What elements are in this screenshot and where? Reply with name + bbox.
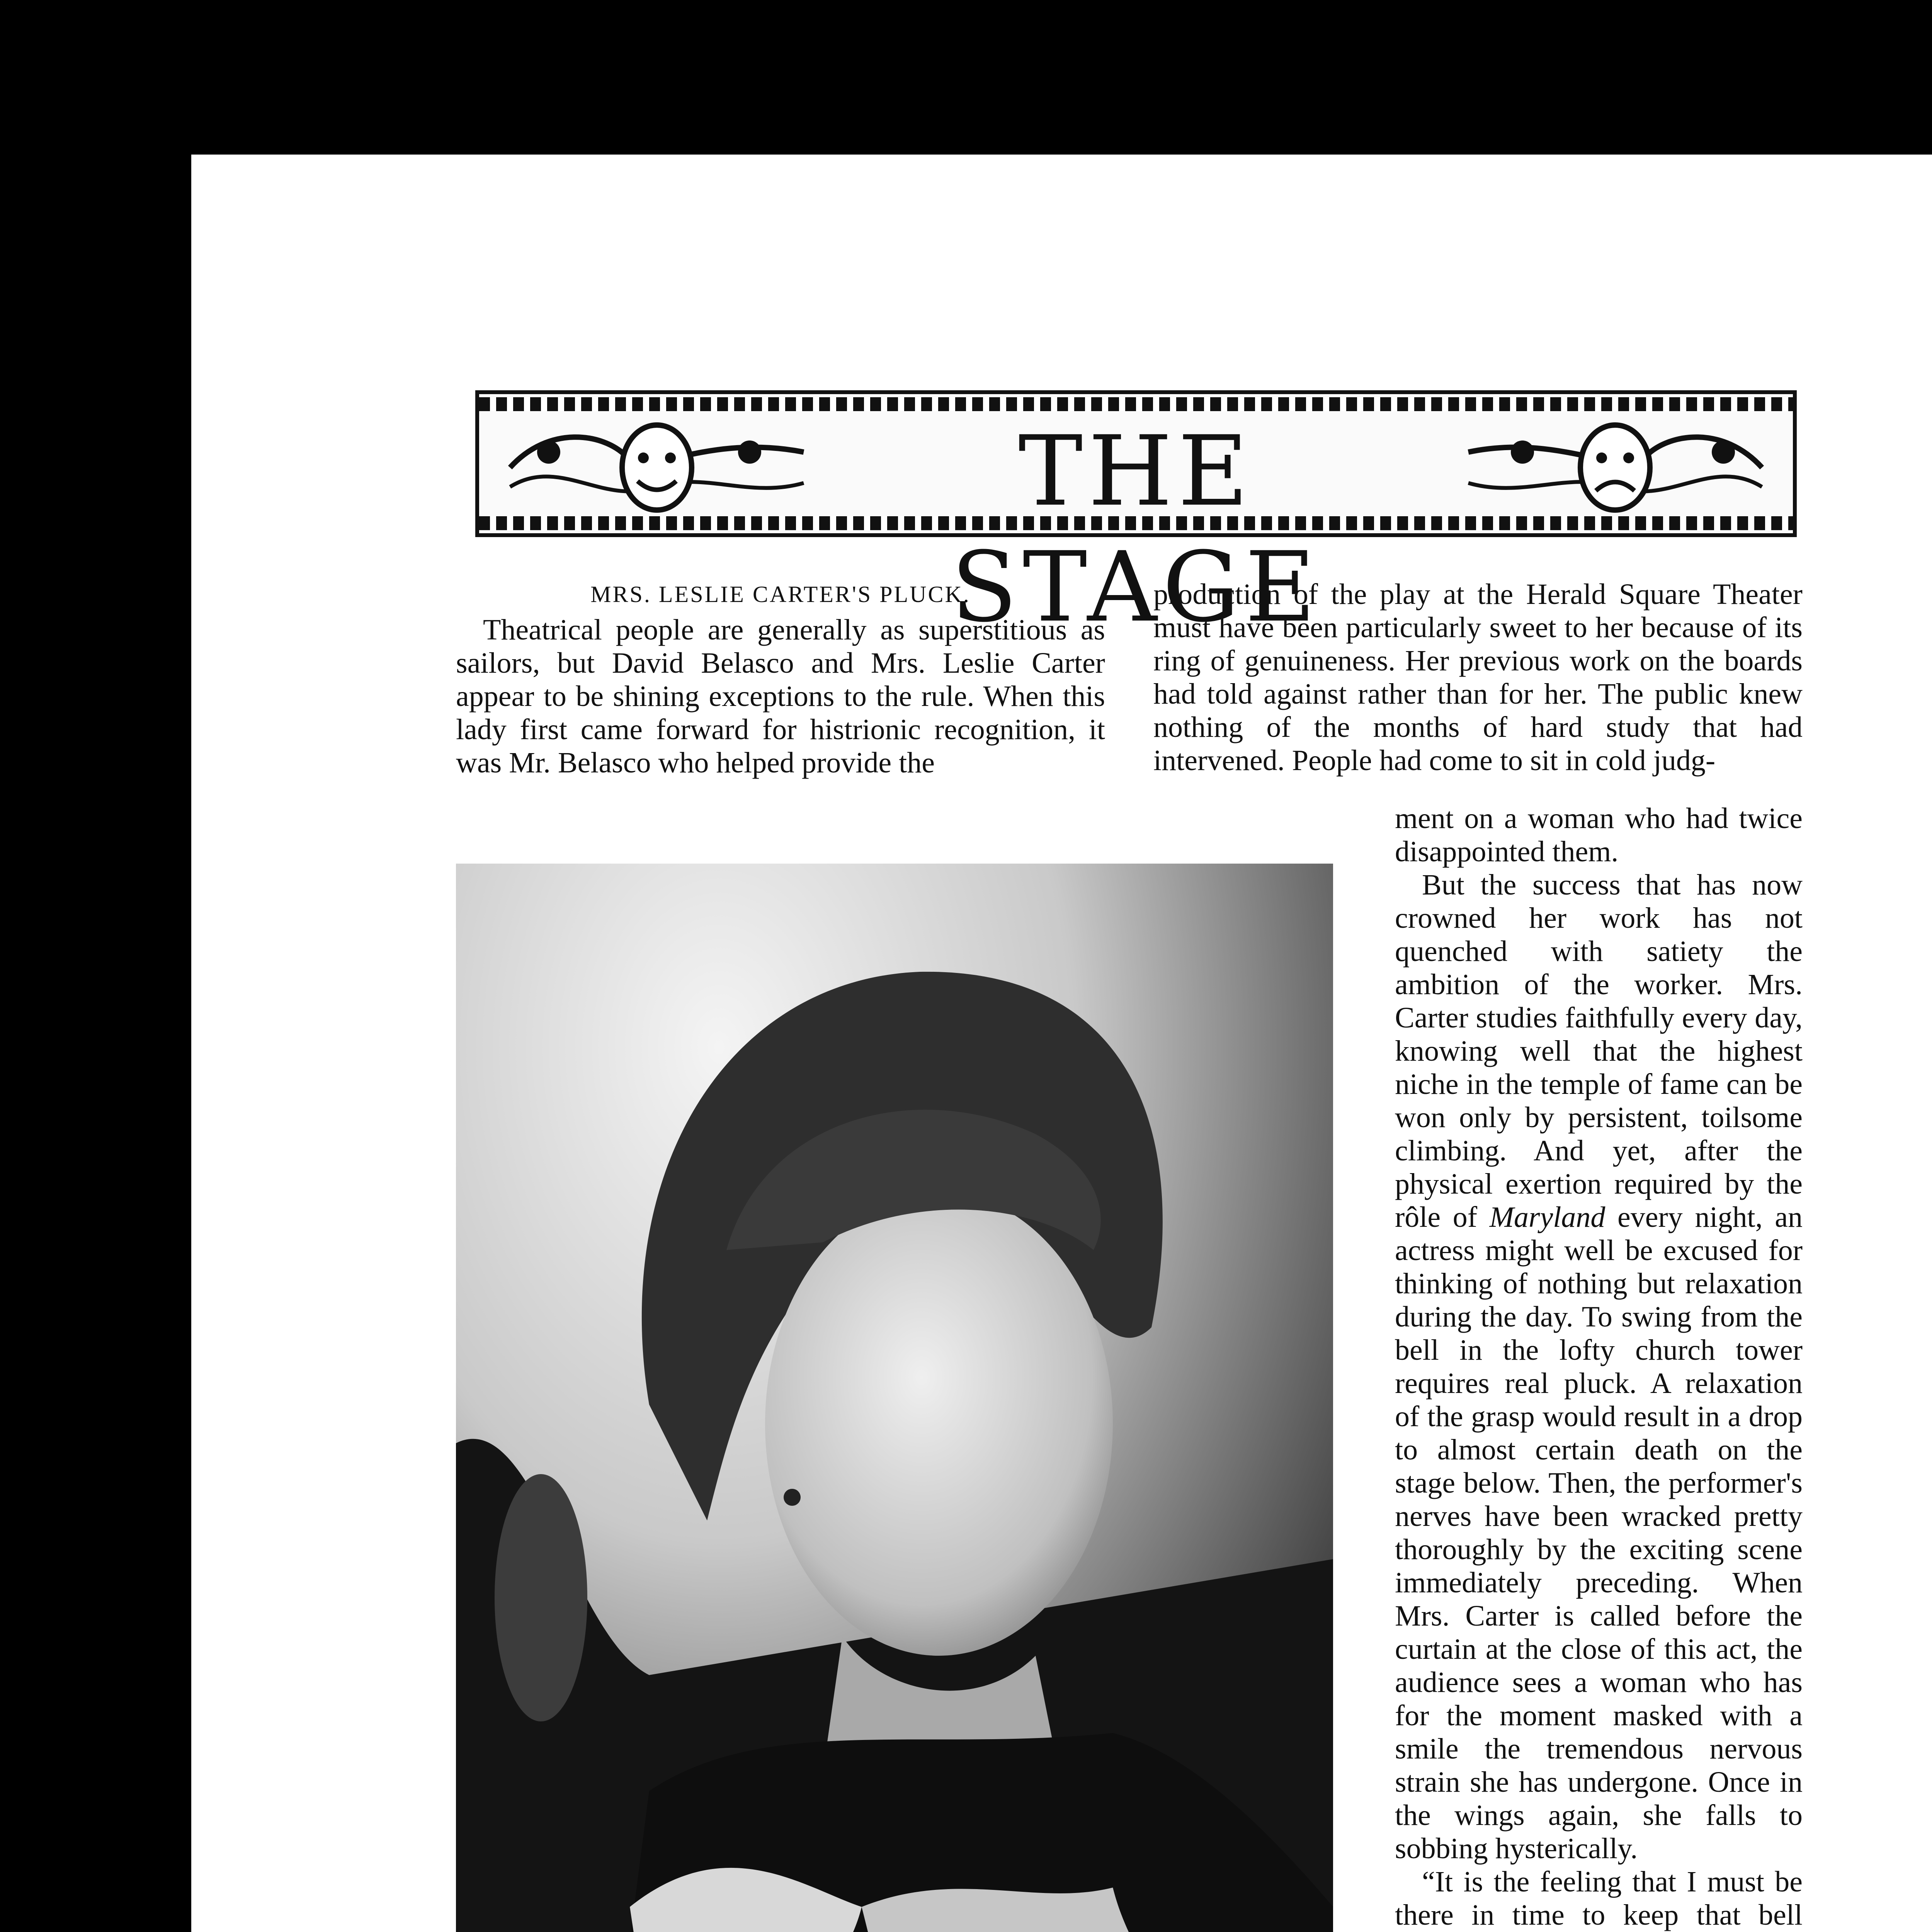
portrait-illustration xyxy=(456,864,1333,1932)
article-1-column-2-top xyxy=(1153,578,1803,777)
role-name: Maryland xyxy=(1489,1201,1605,1233)
portrait-photo xyxy=(456,864,1333,1932)
article-1-column-2-narrow xyxy=(1395,802,1803,1932)
tragedy-mask-icon xyxy=(1461,410,1770,522)
article-1-paragraph: production of the play at the Herald Square Theater must have been particularly sweet to her because of its ring of genuineness. Her previous work on the boards had told against rather than for her. The public knew nothing of the months of hard study that had intervened. People had come to sit in cold judg- xyxy=(1153,578,1803,777)
comedy-mask-icon xyxy=(502,410,811,522)
article-1-heading: MRS. LESLIE CARTER'S PLUCK. xyxy=(590,582,971,607)
banner-title: THE STAGE xyxy=(951,415,1321,643)
article-1-column-1-top xyxy=(456,578,1105,779)
article-1-paragraph: “It is the feeling that I must be there in time to keep that bell xyxy=(1395,1866,1803,1931)
article-1-paragraph: ment on a woman who had twice disappointed them. xyxy=(1395,802,1803,868)
article-1-paragraph: Theatrical people are generally as superstitious as sailors, but David Belasco and Mrs. Leslie Carter appear to be shining exceptions to the rule. When this lady first came forward for histrionic recognition, it was Mr. Belasco who helped provide the xyxy=(456,614,1105,779)
article-1-paragraph: But the success that has now crowned her work has not quenched with satiety the ambition of the worker. Mrs. Carter studies faithfully every day, knowing well that the highest niche in the temple of fame can be won only by persistent, toilsome climbing. And yet, after the physical exertion required by the rôle of Maryland every night, an actress might well be excused for thinking of nothing but relaxation during the day. To swing from the bell in the lofty church tower requires real pluck. A relaxation of the grasp would result in a drop to almost certain death on the stage below. Then, the performer's nerves have been wracked pretty thoroughly by the exciting scene immediately preceding. When Mrs. Carter is called before the curtain at the close of this act, the audience sees a woman who has for the moment masked with a smile the tremendous nervous strain she has undergone. Once in the wings again, she falls to sobbing hysterically. xyxy=(1395,869,1803,1865)
banner-top-ornament xyxy=(479,397,1793,411)
